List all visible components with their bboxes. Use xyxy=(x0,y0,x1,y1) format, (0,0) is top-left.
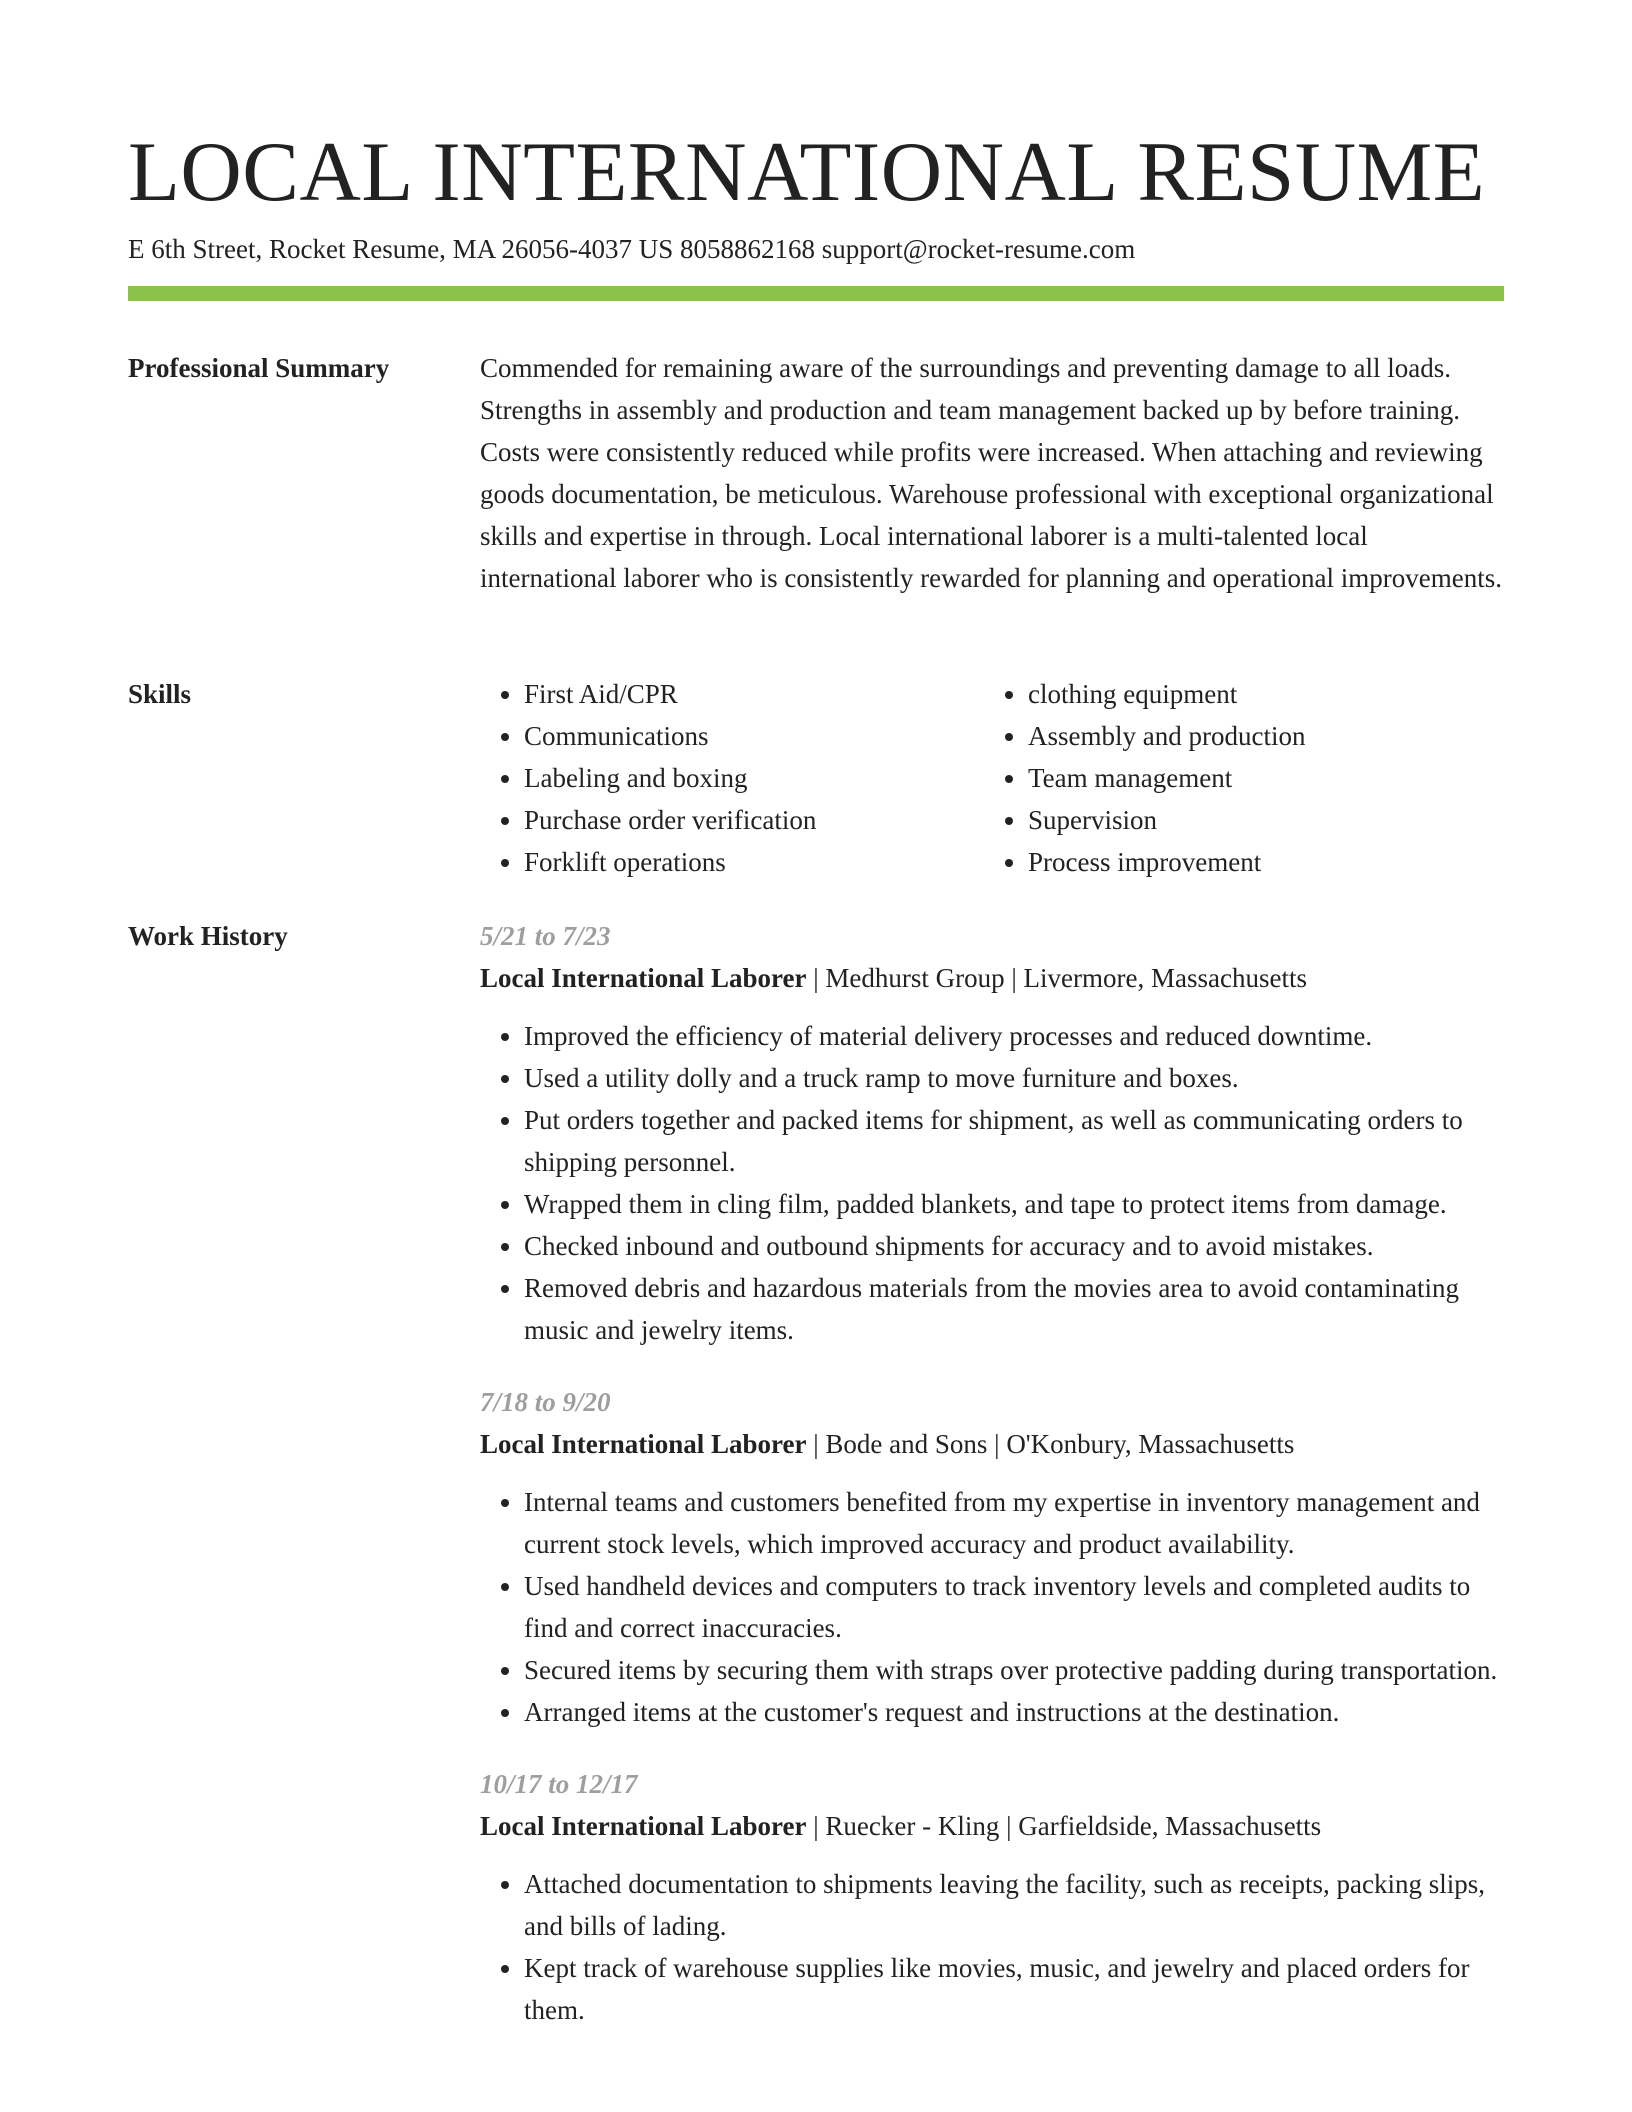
skill-item: • Forklift operations xyxy=(524,841,984,883)
resume-name: LOCAL INTERNATIONAL RESUME xyxy=(128,125,1486,219)
job-bullet: • Kept track of warehouse supplies like movies, music, and jewelry and placed orders for them. xyxy=(524,1947,1504,2031)
job-bullet: • Attached documentation to shipments leaving the facility, such as receipts, packing slips, and bills of lading. xyxy=(524,1863,1504,1947)
job-company: Bode and Sons xyxy=(825,1429,988,1459)
job-entry xyxy=(480,915,1504,1351)
job-bullet: • Secured items by securing them with straps over protective padding during transportation. xyxy=(524,1649,1504,1691)
skills-column-left xyxy=(480,673,984,883)
skill-item: • Communications xyxy=(524,715,984,757)
job-dates: 10/17 to 12/17 xyxy=(480,1769,638,1799)
skill-item: • Process improvement xyxy=(1028,841,1488,883)
skill-item: • Supervision xyxy=(1028,799,1488,841)
job-bullet-list xyxy=(480,1015,1504,1351)
job-separator: | xyxy=(1004,963,1024,993)
job-entry xyxy=(480,1381,1504,1733)
job-bullet: • Used handheld devices and computers to track inventory levels and completed audits to find and correct inaccuracies. xyxy=(524,1565,1504,1649)
job-title-line xyxy=(480,957,1504,999)
job-bullet: • Checked inbound and outbound shipments for accuracy and to avoid mistakes. xyxy=(524,1225,1504,1267)
skill-item: • First Aid/CPR xyxy=(524,673,984,715)
job-dates: 7/18 to 9/20 xyxy=(480,1387,611,1417)
summary-text: Commended for remaining aware of the surroundings and preventing damage to all loads. Strengths in assembly and production and team management backed up by before training. Costs were consistently reduced while profits were increased. When attaching and reviewing goods documentation, be meticulous. Warehouse professional with exceptional organizational skills and expertise in through. Local international laborer is a multi-talented local international laborer who is consistently rewarded for planning and operational improvements. xyxy=(480,353,1502,593)
job-company: Medhurst Group xyxy=(825,963,1005,993)
job-separator: | xyxy=(806,963,826,993)
work-history-heading: Work History xyxy=(128,921,288,951)
job-bullet: • Used a utility dolly and a truck ramp to move furniture and boxes. xyxy=(524,1057,1504,1099)
job-bullet-list xyxy=(480,1481,1504,1733)
job-bullet: • Arranged items at the customer's request and instructions at the destination. xyxy=(524,1691,1504,1733)
skill-item: • Team management xyxy=(1028,757,1488,799)
job-title-line xyxy=(480,1805,1504,1847)
job-separator: | xyxy=(999,1811,1019,1841)
job-title-line xyxy=(480,1423,1504,1465)
job-bullet-list xyxy=(480,1863,1504,2031)
job-separator: | xyxy=(806,1429,826,1459)
skills-column-right xyxy=(984,673,1488,883)
contact-line: E 6th Street, Rocket Resume, MA 26056-4037 US 8058862168 support@rocket-resume.com xyxy=(128,234,1136,264)
header-divider xyxy=(128,286,1504,301)
job-title: Local International Laborer xyxy=(480,1811,807,1841)
job-bullet: • Removed debris and hazardous materials from the movies area to avoid contaminating music and jewelry items. xyxy=(524,1267,1504,1351)
job-location: O'Konbury, Massachusetts xyxy=(1006,1429,1295,1459)
skills-heading: Skills xyxy=(128,679,192,709)
skills-list-right xyxy=(984,673,1488,883)
skill-item: • Purchase order verification xyxy=(524,799,984,841)
skills-list-left xyxy=(480,673,984,883)
job-title: Local International Laborer xyxy=(480,963,807,993)
job-bullet: • Wrapped them in cling film, padded blankets, and tape to protect items from damage. xyxy=(524,1183,1504,1225)
job-company: Ruecker - Kling xyxy=(825,1811,1000,1841)
summary-body xyxy=(480,347,1504,599)
skill-item: • Labeling and boxing xyxy=(524,757,984,799)
work-history-body xyxy=(480,915,1504,2061)
job-title: Local International Laborer xyxy=(480,1429,807,1459)
summary-heading: Professional Summary xyxy=(128,353,390,383)
job-separator: | xyxy=(987,1429,1007,1459)
job-bullet: • Improved the efficiency of material delivery processes and reduced downtime. xyxy=(524,1015,1504,1057)
job-location: Garfieldside, Massachusetts xyxy=(1018,1811,1322,1841)
skill-item: • Assembly and production xyxy=(1028,715,1488,757)
job-entry xyxy=(480,1763,1504,2031)
job-bullet: • Put orders together and packed items for shipment, as well as communicating orders to shipping personnel. xyxy=(524,1099,1504,1183)
job-separator: | xyxy=(806,1811,826,1841)
skill-item: • clothing equipment xyxy=(1028,673,1488,715)
skills-columns xyxy=(480,673,1504,883)
job-dates: 5/21 to 7/23 xyxy=(480,921,611,951)
job-location: Livermore, Massachusetts xyxy=(1023,963,1307,993)
job-bullet: • Internal teams and customers benefited from my expertise in inventory management and current stock levels, which improved accuracy and product availability. xyxy=(524,1481,1504,1565)
